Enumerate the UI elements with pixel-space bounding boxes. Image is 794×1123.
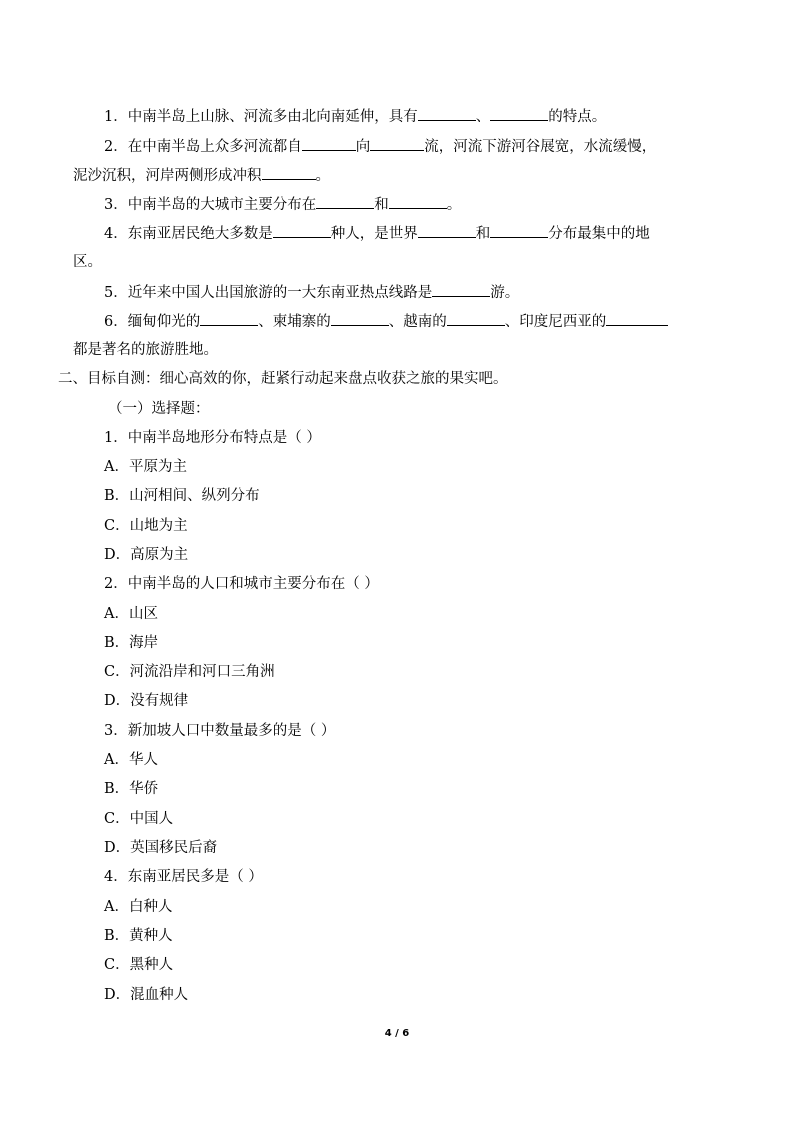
- q3-text-b: 和: [374, 197, 389, 213]
- q4-text-d: 分布最集中的地: [548, 226, 650, 242]
- q2-text-a: 2．在中南半岛上众多河流都自: [104, 139, 302, 155]
- fill-question-3: [104, 194, 461, 215]
- mc-option[interactable]: C．黑种人: [104, 957, 174, 973]
- mc-question-4: 4．东南亚居民多是（ ）: [104, 869, 263, 885]
- answer-blank[interactable]: [490, 106, 548, 121]
- fill-question-6-cont: [73, 340, 218, 360]
- q4-text-a: 4．东南亚居民绝大多数是: [104, 226, 273, 242]
- section2-subheading: （一）选择题：: [108, 401, 210, 417]
- answer-blank[interactable]: [432, 282, 490, 297]
- mc-option[interactable]: B．华侨: [104, 781, 159, 797]
- q5-text-b: 游。: [490, 285, 520, 301]
- mc-option[interactable]: D．英国移民后裔: [104, 840, 218, 856]
- fill-question-1: [104, 106, 606, 127]
- answer-blank[interactable]: [418, 223, 476, 238]
- q4-text-b: 种人，是世界: [330, 226, 418, 242]
- mc-option[interactable]: D．高原为主: [104, 547, 189, 563]
- fill-question-2: [104, 136, 656, 157]
- mc-option[interactable]: C．山地为主: [104, 518, 188, 534]
- q6-text-c: 、越南的: [388, 314, 447, 330]
- q1-text-a: 1．中南半岛上山脉、河流多由北向南延伸，具有: [104, 109, 418, 125]
- answer-blank[interactable]: [200, 311, 258, 326]
- q6-text-d: 、印度尼西亚的: [504, 314, 607, 330]
- answer-blank[interactable]: [447, 311, 505, 326]
- q6-text-a: 6．缅甸仰光的: [104, 314, 201, 330]
- mc-question-3: 3．新加坡人口中数量最多的是（ ）: [104, 723, 336, 739]
- mc-option[interactable]: A．华人: [104, 752, 158, 768]
- fill-question-5: [104, 282, 519, 303]
- mc-option[interactable]: C．中国人: [104, 811, 174, 827]
- answer-blank[interactable]: [316, 194, 374, 209]
- answer-blank[interactable]: [273, 223, 331, 238]
- answer-blank[interactable]: [418, 106, 476, 121]
- q2-text-e: 。: [315, 168, 330, 184]
- fill-question-4: [104, 223, 650, 244]
- q3-text-c: 。: [446, 197, 462, 213]
- q1-text-b: 、: [475, 109, 491, 125]
- mc-option[interactable]: B．山河相间、纵列分布: [104, 488, 260, 504]
- q5-text-a: 5．近年来中国人出国旅游的一大东南亚热点线路是: [104, 285, 433, 301]
- mc-option[interactable]: D．没有规律: [104, 693, 189, 709]
- q2-text-b: 向: [355, 139, 371, 155]
- q2-text-c: 流，河流下游河谷展宽，水流缓慢，: [424, 139, 657, 155]
- mc-option[interactable]: B．黄种人: [104, 928, 173, 944]
- q4-text-c: 和: [475, 226, 491, 242]
- mc-option[interactable]: A．白种人: [104, 899, 173, 915]
- section2-heading: 二、目标自测：细心高效的你，赶紧行动起来盘点收获之旅的果实吧。: [58, 371, 508, 387]
- answer-blank[interactable]: [302, 136, 356, 151]
- mc-option[interactable]: B．海岸: [104, 635, 159, 651]
- q4-text-e: 区。: [73, 254, 102, 270]
- answer-blank[interactable]: [389, 194, 447, 209]
- fill-question-6: [104, 311, 668, 332]
- q1-text-c: 的特点。: [548, 109, 607, 125]
- q2-text-d: 泥沙沉积，河岸两侧形成冲积: [73, 168, 262, 184]
- q6-text-b: 、柬埔寨的: [258, 314, 331, 330]
- fill-question-4-cont: [73, 252, 102, 272]
- mc-option[interactable]: C．河流沿岸和河口三角洲: [104, 664, 275, 680]
- q3-text-a: 3．中南半岛的大城市主要分布在: [104, 197, 317, 213]
- answer-blank[interactable]: [331, 311, 389, 326]
- fill-question-2-cont: [73, 165, 330, 186]
- mc-option[interactable]: A．山区: [104, 606, 158, 622]
- mc-option[interactable]: A．平原为主: [104, 459, 187, 475]
- q6-text-e: 都是著名的旅游胜地。: [73, 342, 218, 358]
- answer-blank[interactable]: [370, 136, 424, 151]
- answer-blank[interactable]: [490, 223, 548, 238]
- page-number: 4 / 6: [384, 1028, 410, 1039]
- answer-blank[interactable]: [262, 165, 316, 180]
- answer-blank[interactable]: [606, 311, 668, 326]
- mc-option[interactable]: D．混血种人: [104, 987, 189, 1003]
- mc-question-2: 2．中南半岛的人口和城市主要分布在（ ）: [104, 576, 379, 592]
- mc-question-1: 1．中南半岛地形分布特点是（ ）: [104, 430, 321, 446]
